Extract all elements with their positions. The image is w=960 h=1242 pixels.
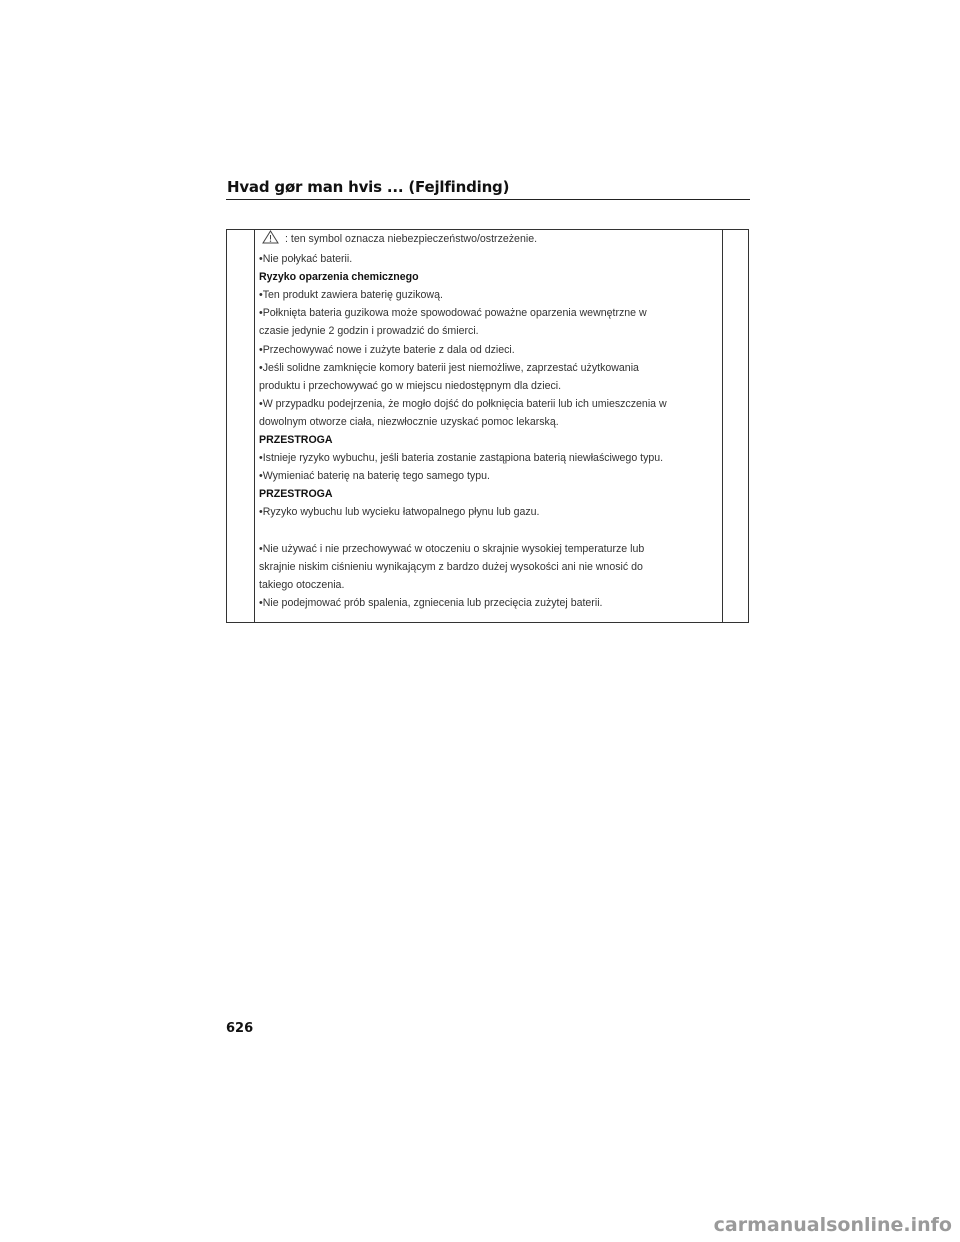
text-line: •Nie podejmować prób spalenia, zgniecenia lub przecięcia zużytej baterii. [259,596,603,609]
symbol-line [259,230,721,250]
page-header [226,178,750,200]
page-number: 626 [226,1021,254,1036]
text-line: •Nie połykać baterii. [259,253,353,266]
text-line: •W przypadku podejrzenia, że mogło dojść do połknięcia baterii lub ich umieszczenia w [259,397,667,410]
text-line: dowolnym otworze ciała, niezwłocznie uzyskać pomoc lekarską. [259,415,559,428]
text-line: czasie jedynie 2 godzin i prowadzić do śmierci. [259,325,479,338]
text-line: produktu i przechowywać go w miejscu niedostępnym dla dzieci. [259,379,562,392]
spacer [259,522,721,540]
text-line: •Ryzyko wybuchu lub wycieku łatwopalnego płynu lub gazu. [259,506,540,519]
subheading: Ryzyko oparzenia chemicznego [259,271,419,284]
text-line: skrajnie niskim ciśnieniu wynikającym z bardzo dużej wysokości ani nie wnosić do [259,560,643,573]
warning-triangle-icon [262,230,279,250]
text-line: •Połknięta bateria guzikowa może spowodować poważne oparzenia wewnętrzne w [259,307,647,320]
text-line: •Nie używać i nie przechowywać w otoczeniu o skrajnie wysokiej temperaturze lub [259,542,645,555]
subheading: PRZESTROGA [259,488,333,501]
text-line: •Jeśli solidne zamknięcie komory baterii jest niemożliwe, zaprzestać użytkowania [259,361,639,374]
text-line: •Ten produkt zawiera baterię guzikową. [259,289,443,302]
text-line: takiego otoczenia. [259,578,345,591]
text-line: •Wymieniać baterię na baterię tego samego typu. [259,470,490,483]
watermark: carmanualsonline.info [713,1214,952,1236]
text-line: •Istnieje ryzyko wybuchu, jeśli bateria zostanie zastąpiona baterią niewłaściwego typu. [259,452,664,465]
section-title: Hvad gør man hvis ... (Fejlfinding) [227,178,510,196]
warning-text [259,230,721,612]
subheading: PRZESTROGA [259,434,333,447]
text-line: •Przechowywać nowe i zużyte baterie z dala od dzieci. [259,343,515,356]
symbol-description: : ten symbol oznacza niebezpieczeństwo/ostrzeżenie. [285,233,538,245]
